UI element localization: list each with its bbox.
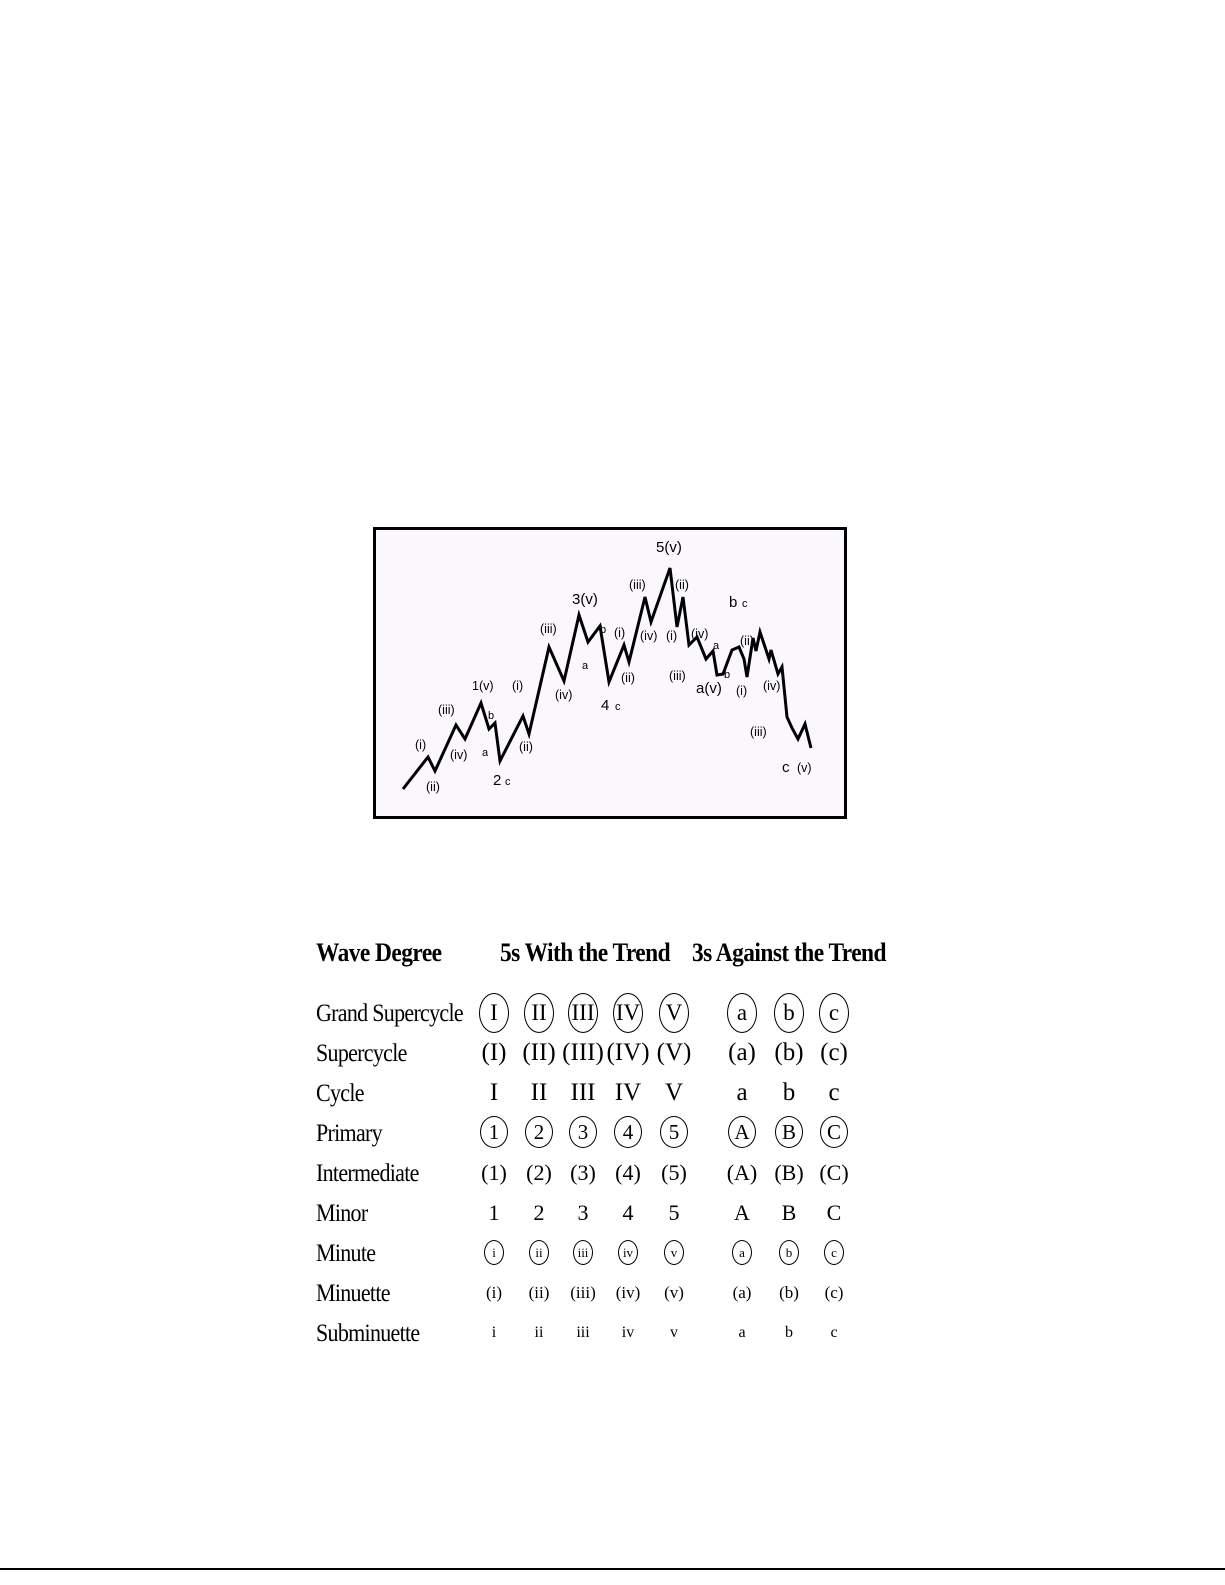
with-trend-symbol-cell	[647, 1236, 701, 1270]
wave5-iv-label: (iv)	[640, 629, 658, 643]
against-trend-symbol: C	[820, 1116, 848, 1148]
with-trend-symbol: IV	[613, 993, 643, 1033]
wave1-i-label: (i)	[415, 738, 427, 752]
with-trend-symbol: (3)	[570, 1160, 596, 1185]
against-trend-symbol: b	[779, 1240, 799, 1265]
against-trend-symbol-cell	[807, 996, 861, 1033]
with-trend-symbol: i	[491, 1324, 497, 1341]
with-trend-symbol: (iv)	[615, 1283, 641, 1302]
wave5-ii-label: (ii)	[621, 671, 635, 685]
degree-name: Minuette	[316, 1280, 390, 1307]
degree-name: Grand Supercycle	[316, 1000, 463, 1027]
against-trend-symbol: c	[824, 1240, 844, 1265]
against-trend-symbol: (a)	[728, 1039, 756, 1066]
against-trend-symbol-cell	[715, 1196, 769, 1233]
with-trend-symbol-cell	[647, 1316, 701, 1350]
wave4-bottom-sub: c	[615, 701, 621, 713]
against-trend-symbol-cell	[807, 1116, 861, 1152]
elliott-wave-diagram	[373, 527, 847, 819]
against-trend-symbol: A	[734, 1200, 750, 1225]
with-trend-symbol: 5	[668, 1200, 680, 1225]
header-wave-degree: Wave Degree	[316, 938, 442, 967]
with-trend-symbol: (i)	[485, 1283, 503, 1302]
wave5-top-label: 5(v)	[656, 539, 682, 556]
against-trend-symbol: (B)	[774, 1160, 804, 1185]
against-trend-symbol: c	[819, 993, 849, 1033]
wave-a-iv-label: (iv)	[691, 627, 709, 641]
with-trend-symbol: V	[659, 993, 689, 1033]
against-trend-symbol-cell	[715, 1156, 769, 1193]
against-trend-symbol: (c)	[824, 1283, 844, 1302]
against-trend-symbol: a	[732, 1240, 752, 1265]
with-trend-symbol: I	[479, 993, 509, 1033]
against-trend-symbol-cell	[807, 1316, 861, 1350]
wave-c-end-label: c	[782, 759, 790, 776]
against-trend-symbol-cell	[715, 1116, 769, 1152]
degree-name: Cycle	[316, 1080, 364, 1107]
with-trend-symbol: 4	[614, 1116, 642, 1148]
degree-name: Minor	[316, 1200, 368, 1227]
against-trend-symbol: c	[830, 1324, 838, 1341]
degree-row	[316, 1076, 916, 1112]
against-trend-symbol: (C)	[819, 1160, 849, 1185]
with-trend-symbol: (I)	[481, 1039, 507, 1066]
with-trend-symbol: I	[489, 1079, 499, 1106]
with-trend-symbol: (5)	[661, 1160, 687, 1185]
with-trend-symbol: (II)	[522, 1039, 556, 1066]
wave-a-ii-label: (ii)	[675, 578, 689, 592]
with-trend-symbol: iii	[573, 1240, 593, 1265]
against-trend-symbol-cell	[715, 1036, 769, 1073]
against-trend-symbol-cell	[807, 1196, 861, 1233]
degree-row	[316, 1116, 916, 1152]
with-trend-symbol: iii	[576, 1324, 590, 1341]
against-trend-symbol: (b)	[779, 1283, 799, 1302]
degree-row	[316, 1196, 916, 1232]
degree-name: Intermediate	[316, 1160, 419, 1187]
with-trend-symbol-cell	[647, 1196, 701, 1233]
against-trend-symbol-cell	[807, 1156, 861, 1193]
degree-row	[316, 996, 916, 1032]
wave3-iii-label: (iii)	[540, 622, 557, 636]
with-trend-symbol: (2)	[526, 1160, 552, 1185]
with-trend-symbol: 1	[488, 1200, 500, 1225]
with-trend-symbol: (1)	[481, 1160, 507, 1185]
degree-name: Minute	[316, 1240, 376, 1267]
with-trend-symbol: 2	[533, 1200, 545, 1225]
against-trend-symbol: a	[727, 993, 757, 1033]
wave4-a-label: a	[582, 660, 589, 672]
with-trend-symbol: 4	[622, 1200, 634, 1225]
against-trend-symbol-cell	[715, 1236, 769, 1270]
wave-b-a-label: a	[713, 640, 720, 652]
against-trend-symbol: a	[738, 1324, 746, 1341]
wave-a-bottom-label: a(v)	[696, 680, 722, 697]
wave2-a-label: a	[482, 747, 489, 759]
with-trend-symbol: (V)	[656, 1039, 692, 1066]
degree-name: Subminuette	[316, 1320, 420, 1347]
wave-c-ii-label: (ii)	[740, 634, 754, 648]
header-against-trend: 3s Against the Trend	[692, 938, 887, 967]
against-trend-symbol-cell	[715, 1276, 769, 1311]
against-trend-symbol: B	[781, 1200, 797, 1225]
page-bottom-rule	[0, 1568, 1225, 1570]
with-trend-symbol: (IV)	[606, 1039, 650, 1066]
against-trend-symbol: B	[775, 1116, 803, 1148]
against-trend-symbol-cell	[807, 1036, 861, 1073]
wave2-bottom-label: 2	[493, 772, 502, 789]
with-trend-symbol-cell	[647, 1036, 701, 1073]
degree-row	[316, 1036, 916, 1072]
with-trend-symbol-cell	[647, 1156, 701, 1193]
with-trend-symbol: i	[484, 1240, 504, 1265]
wave4-b-label: b	[600, 624, 607, 636]
with-trend-symbol: 2	[525, 1116, 553, 1148]
degree-row	[316, 1316, 916, 1352]
wave-c-iii-label: (iii)	[750, 725, 767, 739]
against-trend-symbol: b	[774, 993, 804, 1033]
degree-name: Primary	[316, 1120, 382, 1147]
wave-b-top-label: b	[729, 594, 738, 611]
against-trend-symbol: (A)	[726, 1160, 758, 1185]
degree-name: Supercycle	[316, 1040, 407, 1067]
wave3-top-label: 3(v)	[572, 591, 598, 608]
with-trend-symbol: (iii)	[570, 1283, 596, 1302]
with-trend-symbol: 3	[569, 1116, 597, 1148]
with-trend-symbol: IV	[614, 1079, 642, 1106]
with-trend-symbol: (4)	[615, 1160, 641, 1185]
against-trend-symbol: (a)	[732, 1283, 752, 1302]
diagram-frame	[375, 529, 846, 818]
against-trend-symbol: A	[728, 1116, 756, 1148]
header-with-trend: 5s With the Trend	[500, 938, 671, 967]
with-trend-symbol: v	[664, 1240, 684, 1265]
wave4-bottom-label: 4	[601, 697, 610, 714]
with-trend-symbol: II	[524, 993, 554, 1033]
wave3-iv-label: (iv)	[555, 688, 573, 702]
wave3-i-label: (i)	[512, 679, 524, 693]
against-trend-symbol-cell	[807, 1076, 861, 1113]
against-trend-symbol: (c)	[820, 1039, 848, 1066]
against-trend-symbol: (b)	[774, 1039, 804, 1066]
with-trend-symbol: (v)	[664, 1283, 684, 1302]
with-trend-symbol: iv	[618, 1240, 638, 1265]
against-trend-symbol-cell	[807, 1276, 861, 1311]
wave-b-top-sub: c	[742, 598, 748, 610]
with-trend-symbol-cell	[647, 1276, 701, 1311]
with-trend-symbol: II	[530, 1079, 548, 1106]
with-trend-symbol: V	[664, 1079, 684, 1106]
wave-b-b-label: b	[724, 669, 731, 681]
with-trend-symbol: 3	[577, 1200, 589, 1225]
against-trend-symbol: c	[828, 1079, 840, 1106]
with-trend-symbol: iv	[621, 1324, 635, 1341]
against-trend-symbol: a	[736, 1079, 748, 1106]
against-trend-symbol-cell	[715, 1076, 769, 1113]
against-trend-symbol-cell	[715, 996, 769, 1033]
against-trend-symbol-cell	[807, 1236, 861, 1270]
wave-c-iv-label: (iv)	[763, 679, 781, 693]
wave-a-iii-label: (iii)	[669, 669, 686, 683]
wave1-iv-label: (iv)	[450, 748, 468, 762]
degree-row	[316, 1276, 916, 1312]
with-trend-symbol: ii	[534, 1324, 544, 1341]
wave1-iii-label: (iii)	[438, 703, 455, 717]
degree-row	[316, 1156, 916, 1192]
with-trend-symbol: III	[570, 1079, 596, 1106]
with-trend-symbol-cell	[647, 1076, 701, 1113]
with-trend-symbol: 1	[480, 1116, 508, 1148]
with-trend-symbol: 5	[660, 1116, 688, 1148]
against-trend-symbol-cell	[715, 1316, 769, 1350]
wave2-b-label: b	[488, 710, 495, 722]
wave-c-end-sub: (v)	[797, 761, 812, 775]
with-trend-symbol: (III)	[562, 1039, 604, 1066]
against-trend-symbol: b	[785, 1324, 793, 1341]
wave-a-i-label: (i)	[666, 629, 678, 643]
wave1-ii-label: (ii)	[426, 780, 440, 794]
wave-degree-table	[316, 938, 916, 1358]
with-trend-symbol-cell	[647, 996, 701, 1033]
with-trend-symbol: III	[568, 993, 598, 1033]
wave5-iii-label: (iii)	[629, 578, 646, 592]
wave5-i-label: (i)	[614, 626, 626, 640]
with-trend-symbol: v	[670, 1324, 678, 1341]
with-trend-symbol: ii	[529, 1240, 549, 1265]
wave2-bottom-sub: c	[505, 776, 511, 788]
wave1-top-label: 1(v)	[472, 679, 494, 693]
wave3-ii-label: (ii)	[519, 740, 533, 754]
against-trend-symbol: C	[826, 1200, 842, 1225]
against-trend-symbol: b	[782, 1079, 796, 1106]
degree-row	[316, 1236, 916, 1272]
wave-c-i-label: (i)	[736, 684, 748, 698]
with-trend-symbol-cell	[647, 1116, 701, 1152]
with-trend-symbol: (ii)	[528, 1283, 550, 1302]
